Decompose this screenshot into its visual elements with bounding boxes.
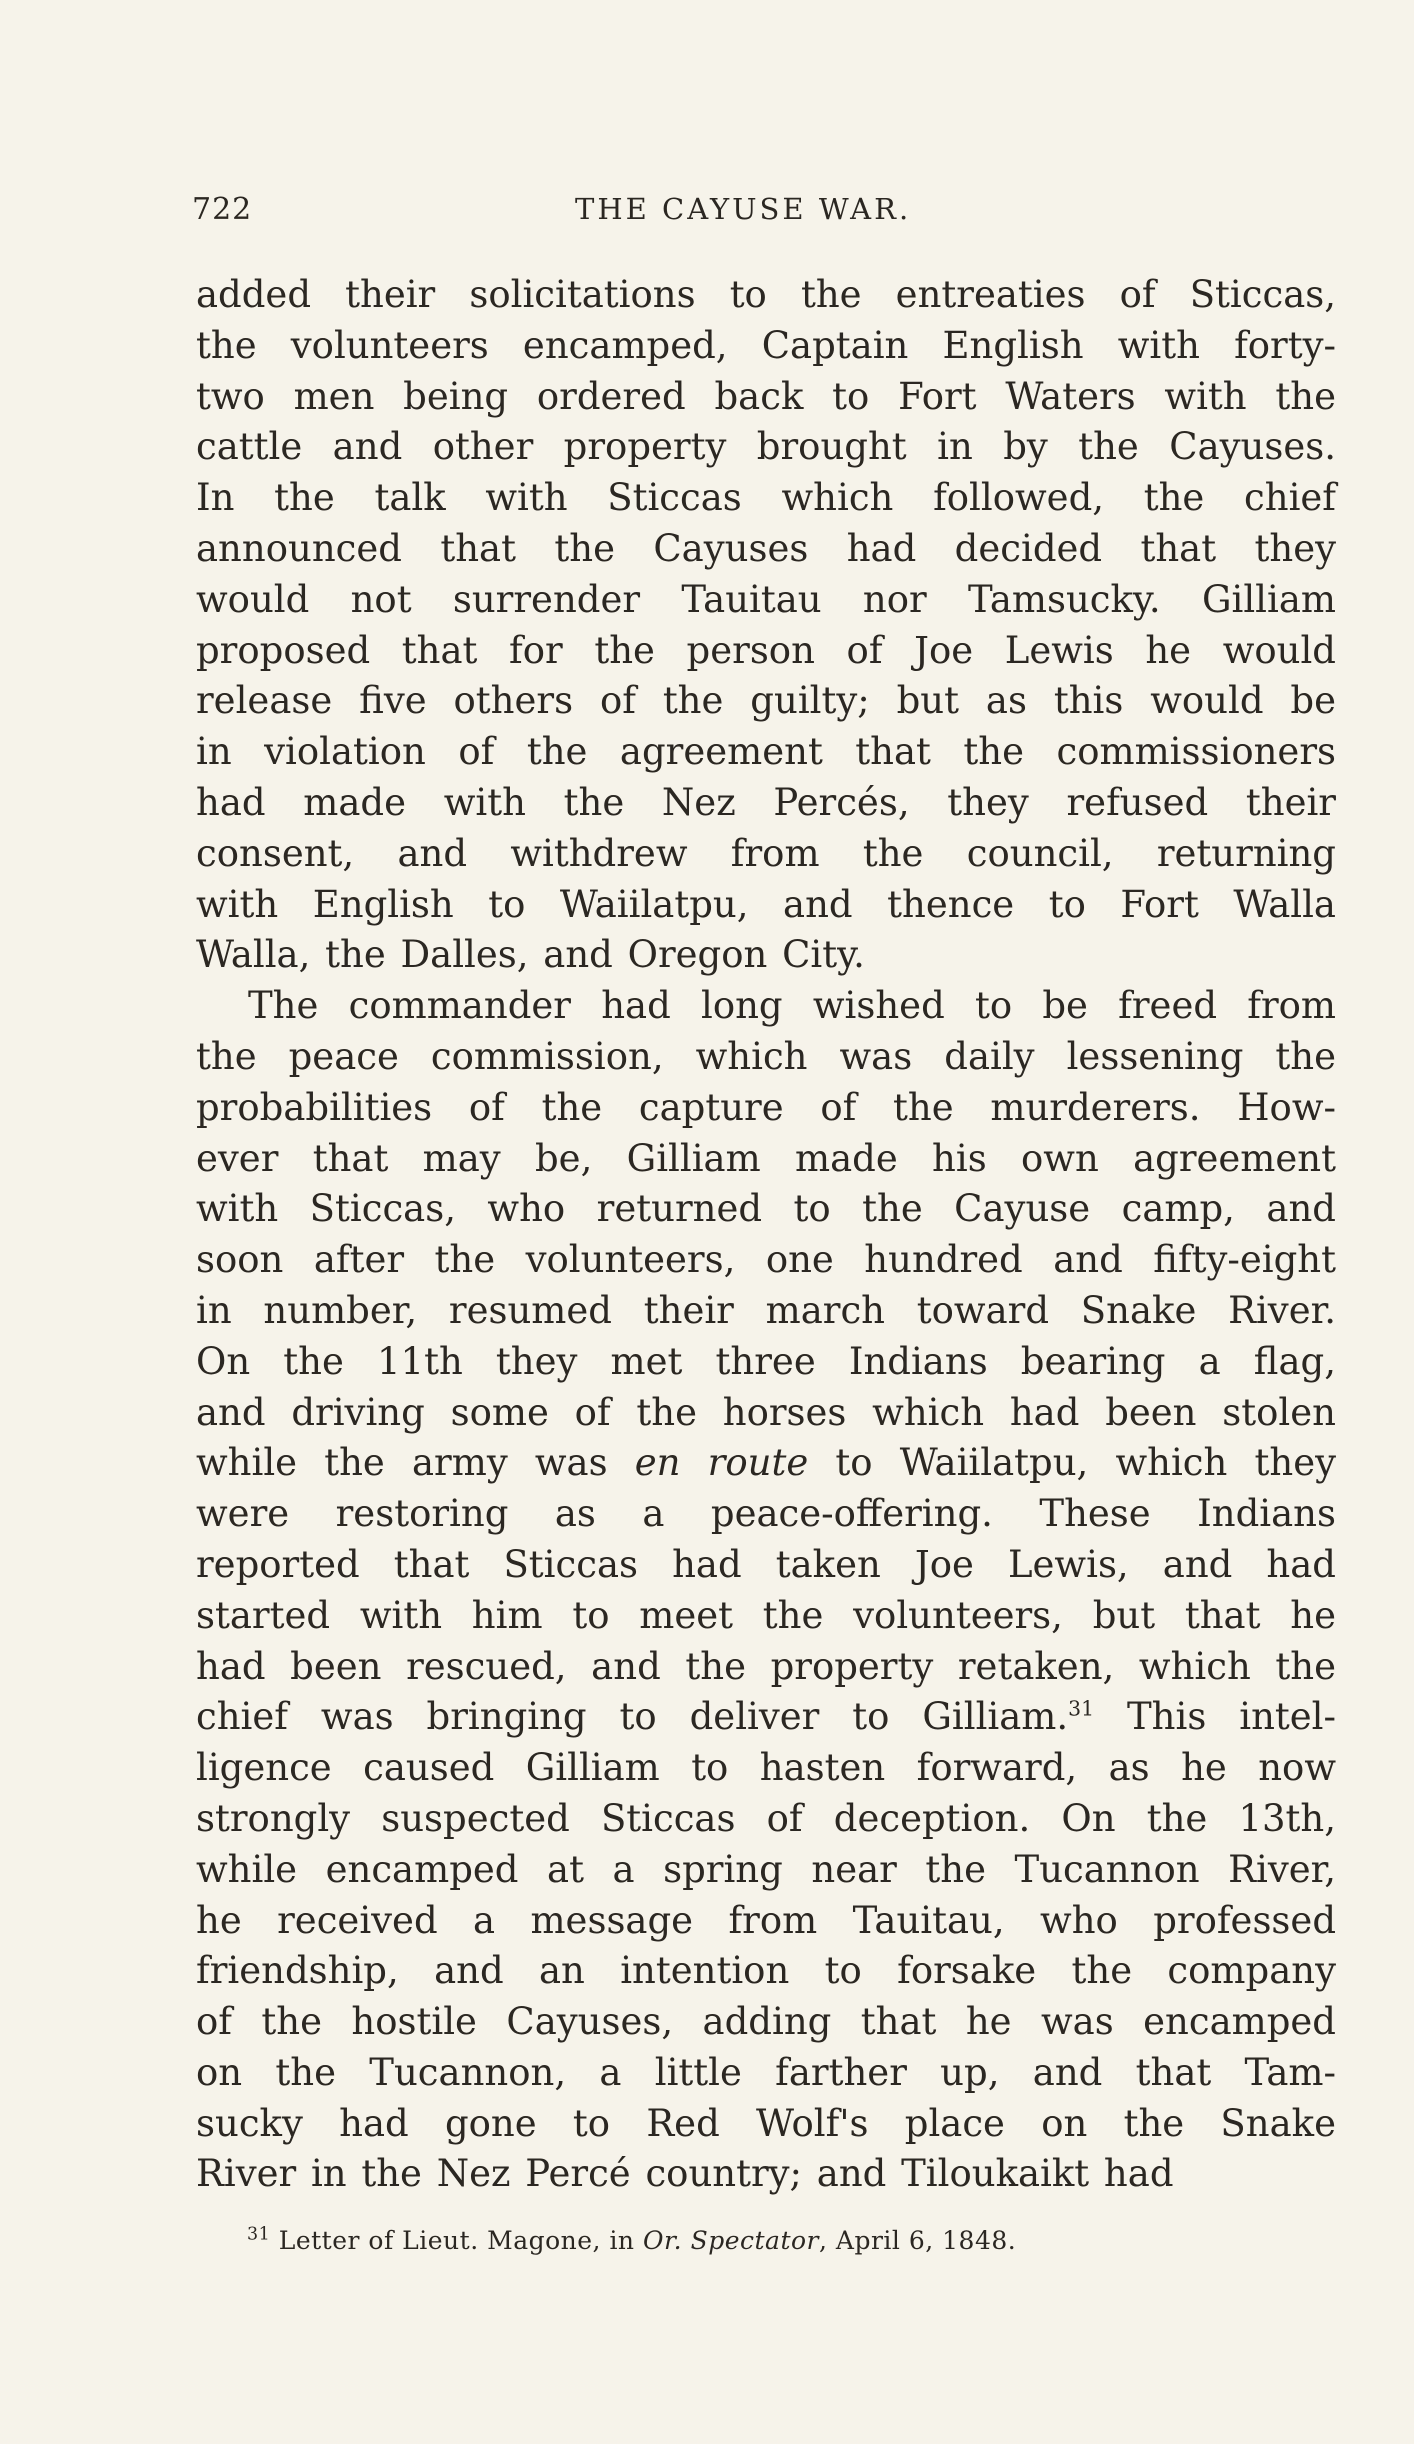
body-line: proposed that for the person of Joe Lewis he would <box>196 628 1336 672</box>
body-line <box>196 1438 1336 1489</box>
body-line: ever that may be, Gilliam made his own agreement <box>196 1136 1336 1180</box>
footnote-text-after: , April 6, 1848. <box>819 2226 1017 2255</box>
footnote-source-title: Or. Spectator <box>642 2226 820 2255</box>
body-line: two men being ordered back to Fort Waters with the <box>196 374 1336 418</box>
running-title: THE CAYUSE WAR. <box>575 192 912 226</box>
body-line: had been rescued, and the property retaken, which the <box>196 1644 1336 1688</box>
body-line: with English to Waiilatpu, and thence to Fort Walla <box>196 882 1336 926</box>
body-line: On the 11th they met three Indians bearing a flag, <box>196 1339 1336 1383</box>
body-line: the volunteers encamped, Captain English with forty- <box>196 323 1336 367</box>
line-segment: to Waiilatpu, which they <box>808 1441 1337 1485</box>
running-head <box>0 192 1414 236</box>
body-line: had made with the Nez Percés, they refused their <box>196 780 1336 824</box>
body-line: and driving some of the horses which had been stolen <box>196 1390 1336 1434</box>
page-number: 722 <box>192 192 253 227</box>
body-line: release five others of the guilty; but as this would be <box>196 679 1336 723</box>
body-line: of the hostile Cayuses, adding that he was encamped <box>196 2000 1336 2044</box>
body-line: The commander had long wished to be freed from <box>248 984 1336 1028</box>
body-line: on the Tucannon, a little farther up, and that Tam- <box>196 2050 1336 2094</box>
body-line: friendship, and an intention to forsake the company <box>196 1949 1336 1993</box>
body-line: would not surrender Tauitau nor Tamsucky. Gilliam <box>196 577 1336 621</box>
body-line: consent, and withdrew from the council, returning <box>196 831 1336 875</box>
line-segment: while the army was <box>196 1441 635 1485</box>
footnote-marker: 31 <box>247 2224 271 2245</box>
body-text <box>196 270 1336 2200</box>
body-line: the peace commission, which was daily lessening the <box>196 1034 1336 1078</box>
footnote-reference: 31 <box>1068 1696 1095 1721</box>
body-line: In the talk with Sticcas which followed, the chief <box>196 476 1336 520</box>
body-line: sucky had gone to Red Wolf's place on the Snake <box>196 2101 1336 2145</box>
body-line: started with him to meet the volunteers, but that he <box>196 1593 1336 1637</box>
body-line: in number, resumed their march toward Snake River. <box>196 1288 1336 1332</box>
body-line: added their solicitations to the entreaties of Sticcas, <box>196 273 1336 316</box>
body-line: River in the Nez Percé country; and Tiloukaikt had <box>196 2152 1174 2196</box>
body-line: reported that Sticcas had taken Joe Lewis, and had <box>196 1542 1336 1586</box>
line-segment: This intel- <box>1094 1695 1336 1739</box>
italic-phrase: en route <box>634 1441 809 1485</box>
body-line: in violation of the agreement that the commissioners <box>196 730 1336 774</box>
body-line: strongly suspected Sticcas of deception. On the 13th, <box>196 1796 1336 1840</box>
body-line: he received a message from Tauitau, who professed <box>196 1898 1336 1942</box>
footnote-text-before: Letter of Lieut. Magone, in <box>270 2226 643 2255</box>
body-line: Walla, the Dalles, and Oregon City. <box>196 933 865 977</box>
body-line: probabilities of the capture of the murderers. How- <box>196 1085 1336 1129</box>
body-line: soon after the volunteers, one hundred and fifty-eight <box>196 1238 1336 1282</box>
body-line: cattle and other property brought in by the Cayuses. <box>196 425 1336 469</box>
body-line: while encamped at a spring near the Tucannon River, <box>196 1847 1336 1891</box>
body-line: were restoring as a peace-offering. These Indians <box>196 1492 1336 1536</box>
body-line: with Sticcas, who returned to the Cayuse camp, and <box>196 1187 1336 1231</box>
line-segment: chief was bringing to deliver to Gilliam. <box>196 1695 1069 1739</box>
footnote-31 <box>247 2226 1016 2255</box>
body-line: announced that the Cayuses had decided that they <box>196 526 1336 570</box>
body-line: ligence caused Gilliam to hasten forward, as he now <box>196 1746 1336 1790</box>
body-line <box>196 1692 1336 1743</box>
